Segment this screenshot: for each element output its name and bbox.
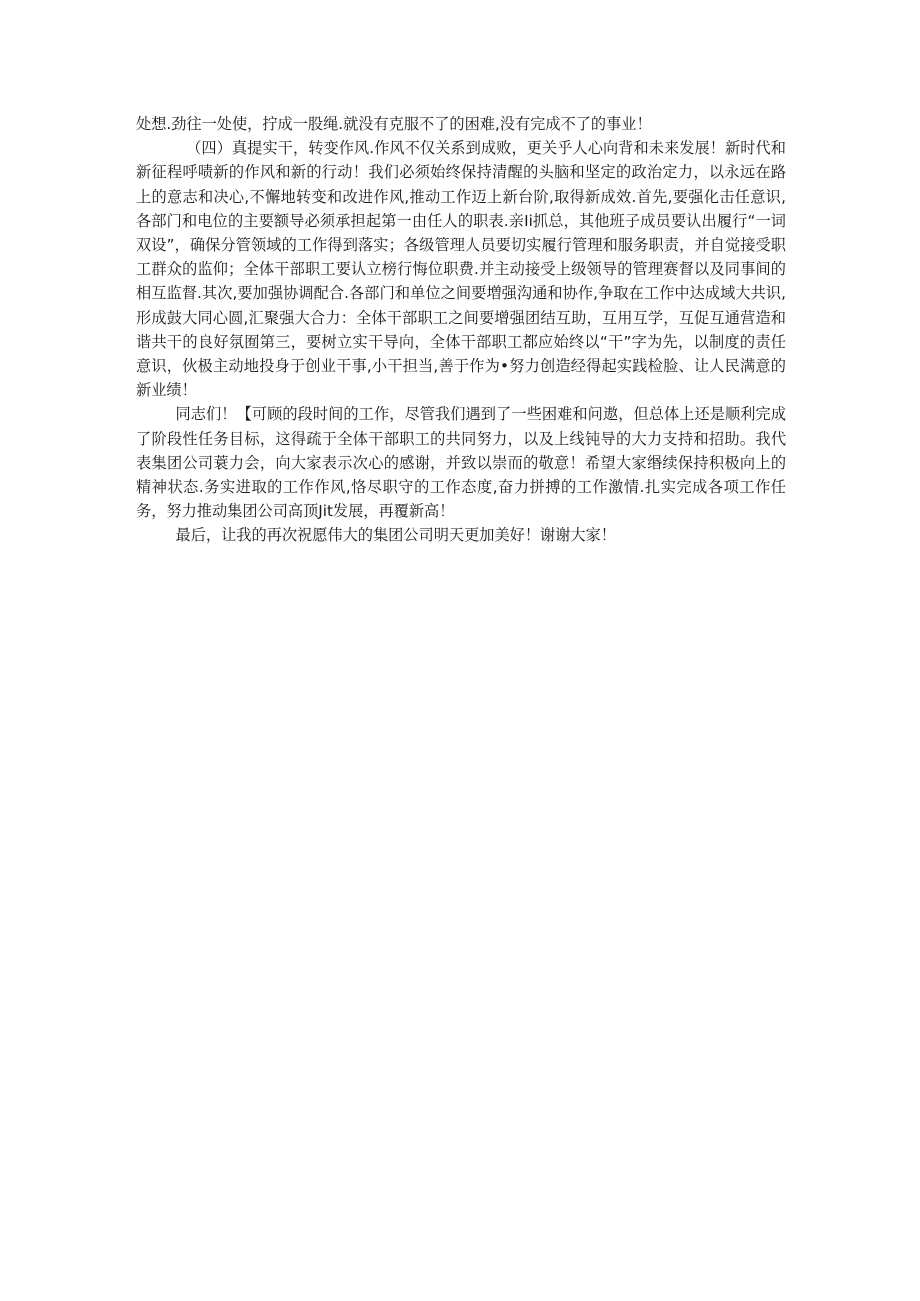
paragraph-section-four: （四）真提实干，转变作风.作风不仅关系到成败，更关乎人心向背和未来发展！新时代和新征程呼啧新的作风和新的行动！我们必须始终保持清醒的头脑和坚定的政治定力，以永远在路上的意志和决心,不懈地转变和改进作风,推动工作迈上新台阶,取得新成效.首先,要强化击任意识,各部门和电位的主要额导必须承担起第一由任人的职表.亲Ii抓总，其他班子成员要认出履行“一词双设”，确保分管领域的工作得到落实；各级管理人员要切实履行管理和服务职责，并自觉接受职工群众的监仰；全体干部职工要认立榜行悔位职费.并主动接受上级领导的管理赛督以及同事间的相互监督.其次,要加强协调配合.各部门和单位之间要増强沟通和协作,争取在工作中达成域大共识,形成鼓大同心圆,汇聚强大合力：全体干部职工之间要增强团结互助，互用互学，互促互通营造和谐共干的良好氛囿第三，要树立实干导向，全体干部职工都应始终以“干”字为先，以制度的责任意识，伙极主动地投身于创业干事,小干担当,善于作为•努力创造经得起实践检脸、让人民满意的新业绩！ xyxy=(136,139,786,400)
paragraph-continuation: 处想.劲往一处使，拧成一股绳.就没有克服不了的困难,没有完成不了的事业！ xyxy=(136,115,652,133)
paragraph-closing: 最后，让我的再次祝愿伟大的集团公司明天更加美好！谢谢大家！ xyxy=(175,526,616,545)
paragraph-comrades: 同志们！【可顾的段时间的工作，尽管我们遇到了一些困难和问遨，但总体上还是顺利完成了阶段性任务目标，这得疏于全体干部职工的共同努力，以及上线钝导的大力支持和招助。我代表集团公司蓑力会，向大家表示次心的感谢，并致以崇而的敬意！希望大家缗续保持积极向上的精神状态.务实进取的工作作风,恪尽职守的工作态度,奋力拼搏的工作激情.扎实完成各项工作任务，努力推动集团公司高顶Jit发展，再覆新高！ xyxy=(136,405,786,521)
document-body xyxy=(136,112,786,548)
